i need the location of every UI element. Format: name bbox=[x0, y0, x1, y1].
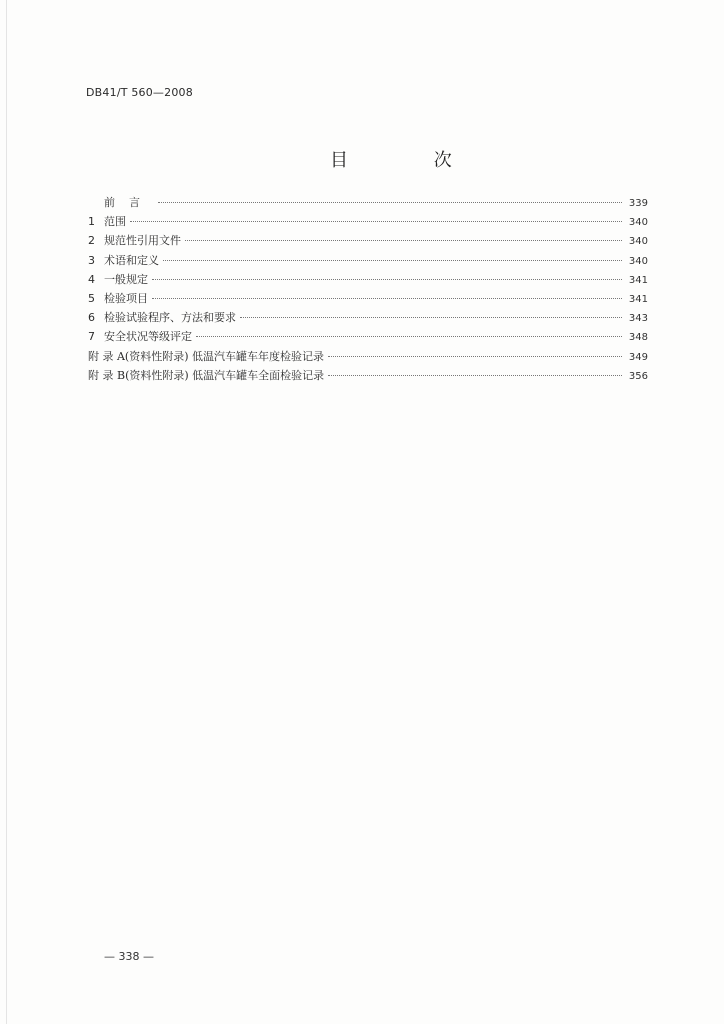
standard-code: DB41/T 560—2008 bbox=[86, 86, 193, 99]
toc-entry-label: 检验试验程序、方法和要求 bbox=[104, 311, 236, 325]
toc-entry-page: 341 bbox=[628, 293, 648, 305]
toc-entry-page: 349 bbox=[628, 351, 648, 363]
toc-entry-number: 2 bbox=[88, 234, 95, 248]
toc-dot-leader bbox=[328, 375, 622, 376]
toc-entry-inspection-items[interactable] bbox=[88, 290, 648, 309]
toc-entry-label: 附 录 B(资料性附录) 低温汽车罐车全面检验记录 bbox=[88, 368, 325, 382]
toc-entry-general-provisions[interactable] bbox=[88, 271, 648, 290]
toc-entry-page: 340 bbox=[628, 236, 648, 248]
toc-dot-leader bbox=[185, 240, 622, 241]
toc-entry-safety-rating[interactable] bbox=[88, 328, 648, 347]
toc-entry-appendix-a[interactable] bbox=[88, 348, 648, 367]
toc-dot-leader bbox=[130, 221, 622, 222]
toc-entry-page: 341 bbox=[628, 274, 648, 286]
toc-entry-normative-references[interactable] bbox=[88, 232, 648, 251]
toc-entry-number: 7 bbox=[88, 330, 95, 344]
toc-entry-label: 前言 bbox=[104, 196, 154, 209]
toc-entry-page: 339 bbox=[628, 198, 648, 209]
toc-dot-leader bbox=[196, 336, 622, 337]
toc-entry-label: 规范性引用文件 bbox=[104, 234, 181, 248]
toc-entry-test-procedures[interactable] bbox=[88, 309, 648, 328]
toc-entry-number: 6 bbox=[88, 311, 95, 325]
toc-entry-page: 340 bbox=[628, 217, 648, 229]
toc-dot-leader bbox=[158, 202, 622, 203]
toc-entry-label: 附 录 A(资料性附录) 低温汽车罐车年度检验记录 bbox=[88, 349, 325, 363]
scan-edge-line bbox=[6, 0, 7, 1024]
toc-dot-leader bbox=[152, 279, 622, 280]
toc-entry-page: 340 bbox=[628, 255, 648, 267]
toc-entry-terms[interactable] bbox=[88, 252, 648, 271]
toc-entry-page: 348 bbox=[628, 332, 648, 344]
toc-entry-number: 5 bbox=[88, 291, 95, 305]
toc-entry-label: 安全状况等级评定 bbox=[104, 330, 192, 344]
toc-title: 目 次 bbox=[330, 150, 492, 171]
toc-dot-leader bbox=[328, 356, 622, 357]
toc-entry-number: 4 bbox=[88, 272, 95, 286]
toc-entry-page: 343 bbox=[628, 313, 648, 325]
toc-entry-page: 356 bbox=[628, 370, 648, 382]
toc-entry-label: 术语和定义 bbox=[104, 253, 159, 267]
toc-entry-appendix-b[interactable] bbox=[88, 367, 648, 386]
toc-entry-label: 检验项目 bbox=[104, 291, 148, 305]
toc-entry-foreword[interactable] bbox=[88, 194, 648, 213]
toc-dot-leader bbox=[152, 298, 622, 299]
toc-entry-number: 3 bbox=[88, 253, 95, 267]
page-number: — 338 — bbox=[104, 950, 154, 963]
toc-entry-label: 一般规定 bbox=[104, 272, 148, 286]
toc-entry-label: 范围 bbox=[104, 215, 126, 229]
toc-dot-leader bbox=[163, 260, 622, 261]
toc-entry-scope[interactable] bbox=[88, 213, 648, 232]
toc-dot-leader bbox=[240, 317, 622, 318]
table-of-contents bbox=[88, 194, 648, 386]
toc-entry-number: 1 bbox=[88, 215, 95, 229]
